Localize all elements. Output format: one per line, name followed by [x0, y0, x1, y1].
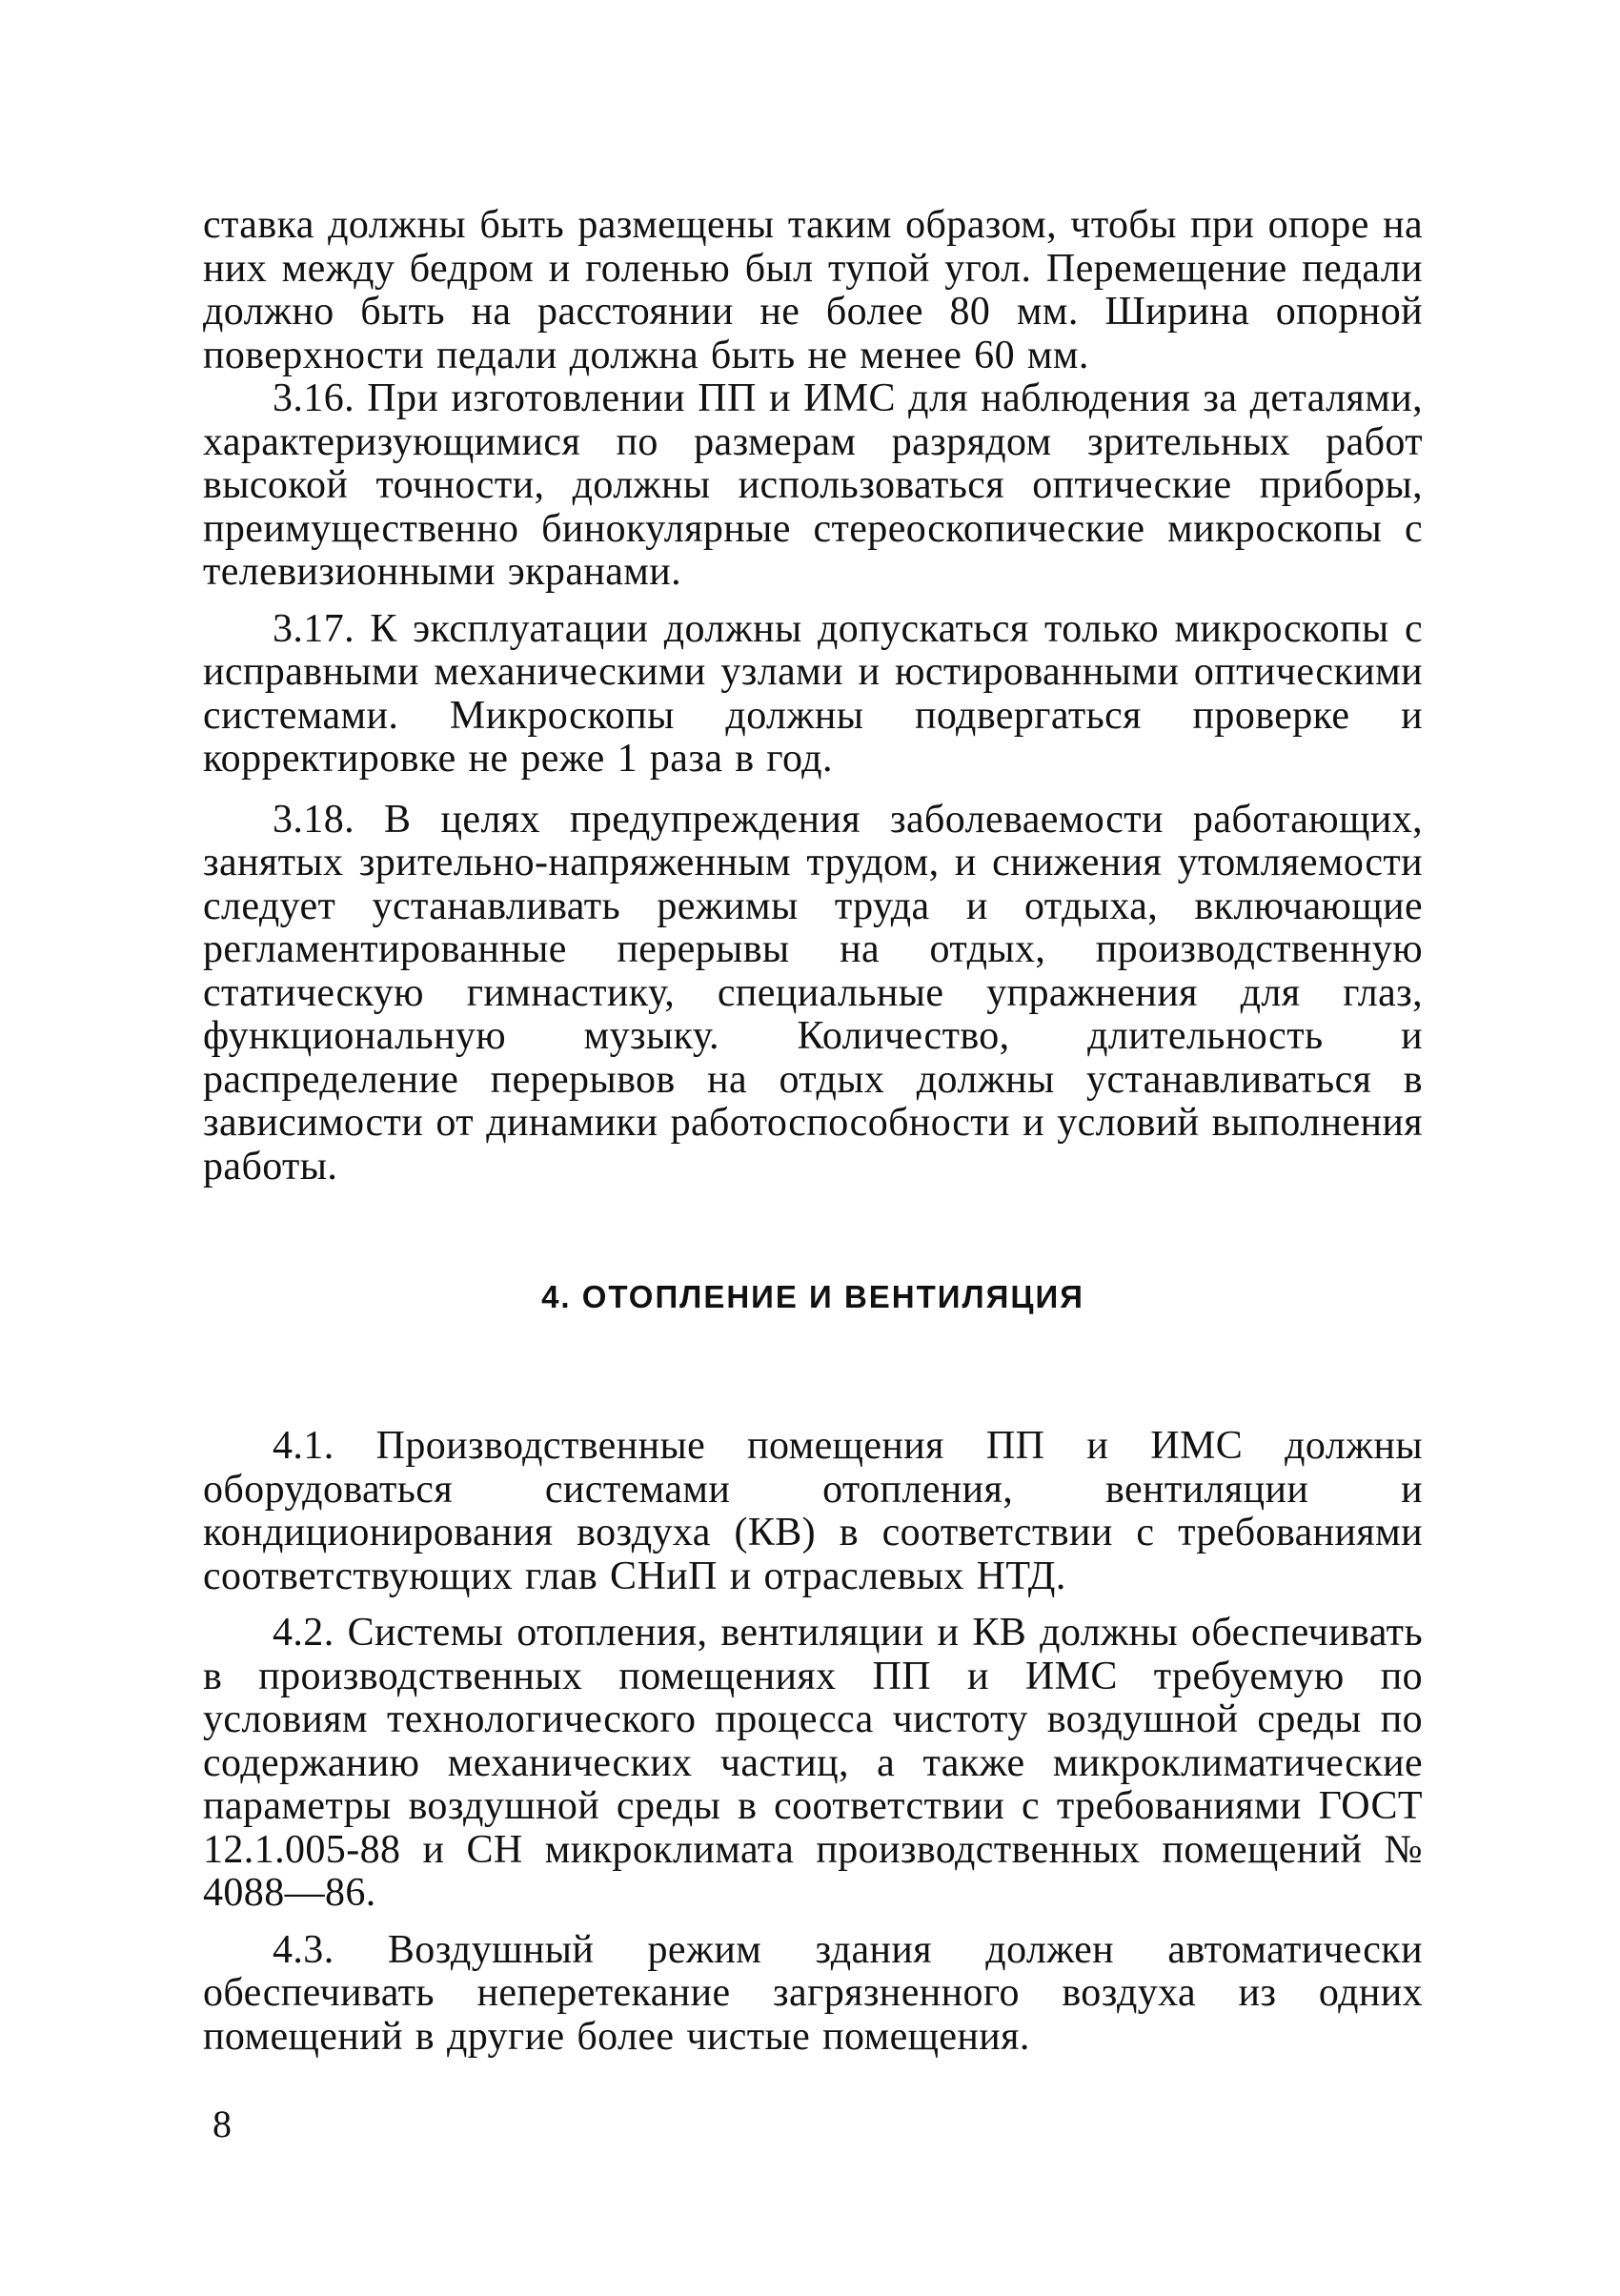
paragraph-3-16: 3.16. При изготовлении ПП и ИМС для наблюдения за деталями, характеризующимися по размерам разрядом зрительных работ высокой точности, должны использоваться оптические приборы, преимущественно бинокулярные стереоскопические микроскопы с телевизионными экранами. [203, 376, 1423, 594]
paragraph-4-2: 4.2. Системы отопления, вентиляции и КВ должны обеспечивать в производственных помещениях ПП и ИМС требуемую по условиям технологического процесса чистоту воздушной среды по содержанию механических частиц, а также микроклиматические параметры воздушной среды в соответствии с требованиями ГОСТ 12.1.005-88 и СН микроклимата производственных помещений № 4088—86. [203, 1611, 1423, 1915]
paragraph-4-1: 4.1. Производственные помещения ПП и ИМС должны оборудоваться системами отопления, вентиляции и кондиционирования воздуха (КВ) в соответствии с требованиями соответствующих глав СНиП и отраслевых НТД. [203, 1424, 1423, 1598]
section-3-continuation [203, 204, 1423, 1189]
section-4-body [203, 1425, 1423, 2059]
paragraph-4-3: 4.3. Воздушный режим здания должен автоматически обеспечивать неперетекание загрязненного воздуха из одних помещений в другие более чистые помещения. [203, 1927, 1423, 2059]
page-number: 8 [213, 2103, 232, 2145]
section-4-heading: 4. ОТОПЛЕНИЕ И ВЕНТИЛЯЦИЯ [541, 1279, 1084, 1314]
paragraph-continuation: ставка должны быть размещены таким образом, чтобы при опоре на них между бедром и голенью был тупой угол. Перемещение педали должно быть на расстоянии не более 80 мм. Ширина опорной поверхности педали должна быть не менее 60 мм. [203, 203, 1423, 377]
paragraph-3-18: 3.18. В целях предупреждения заболеваемости работающих, занятых зрительно-напряженным трудом, и снижения утомляемости следует устанавливать режимы труда и отдыха, включающие регламентированные перерывы на отдых, производственную статическую гимнастику, специальные упражнения для глаз, функциональную музыку. Количество, длительность и распределение перерывов на отдых должны устанавливаться в зависимости от динамики работоспособности и условий выполнения работы. [203, 797, 1423, 1189]
paragraph-3-17: 3.17. К эксплуатации должны допускаться только микроскопы с исправными механическими узлами и юстированными оптическими системами. Микроскопы должны подвергаться проверке и корректировке не реже 1 раза в год. [203, 606, 1423, 781]
